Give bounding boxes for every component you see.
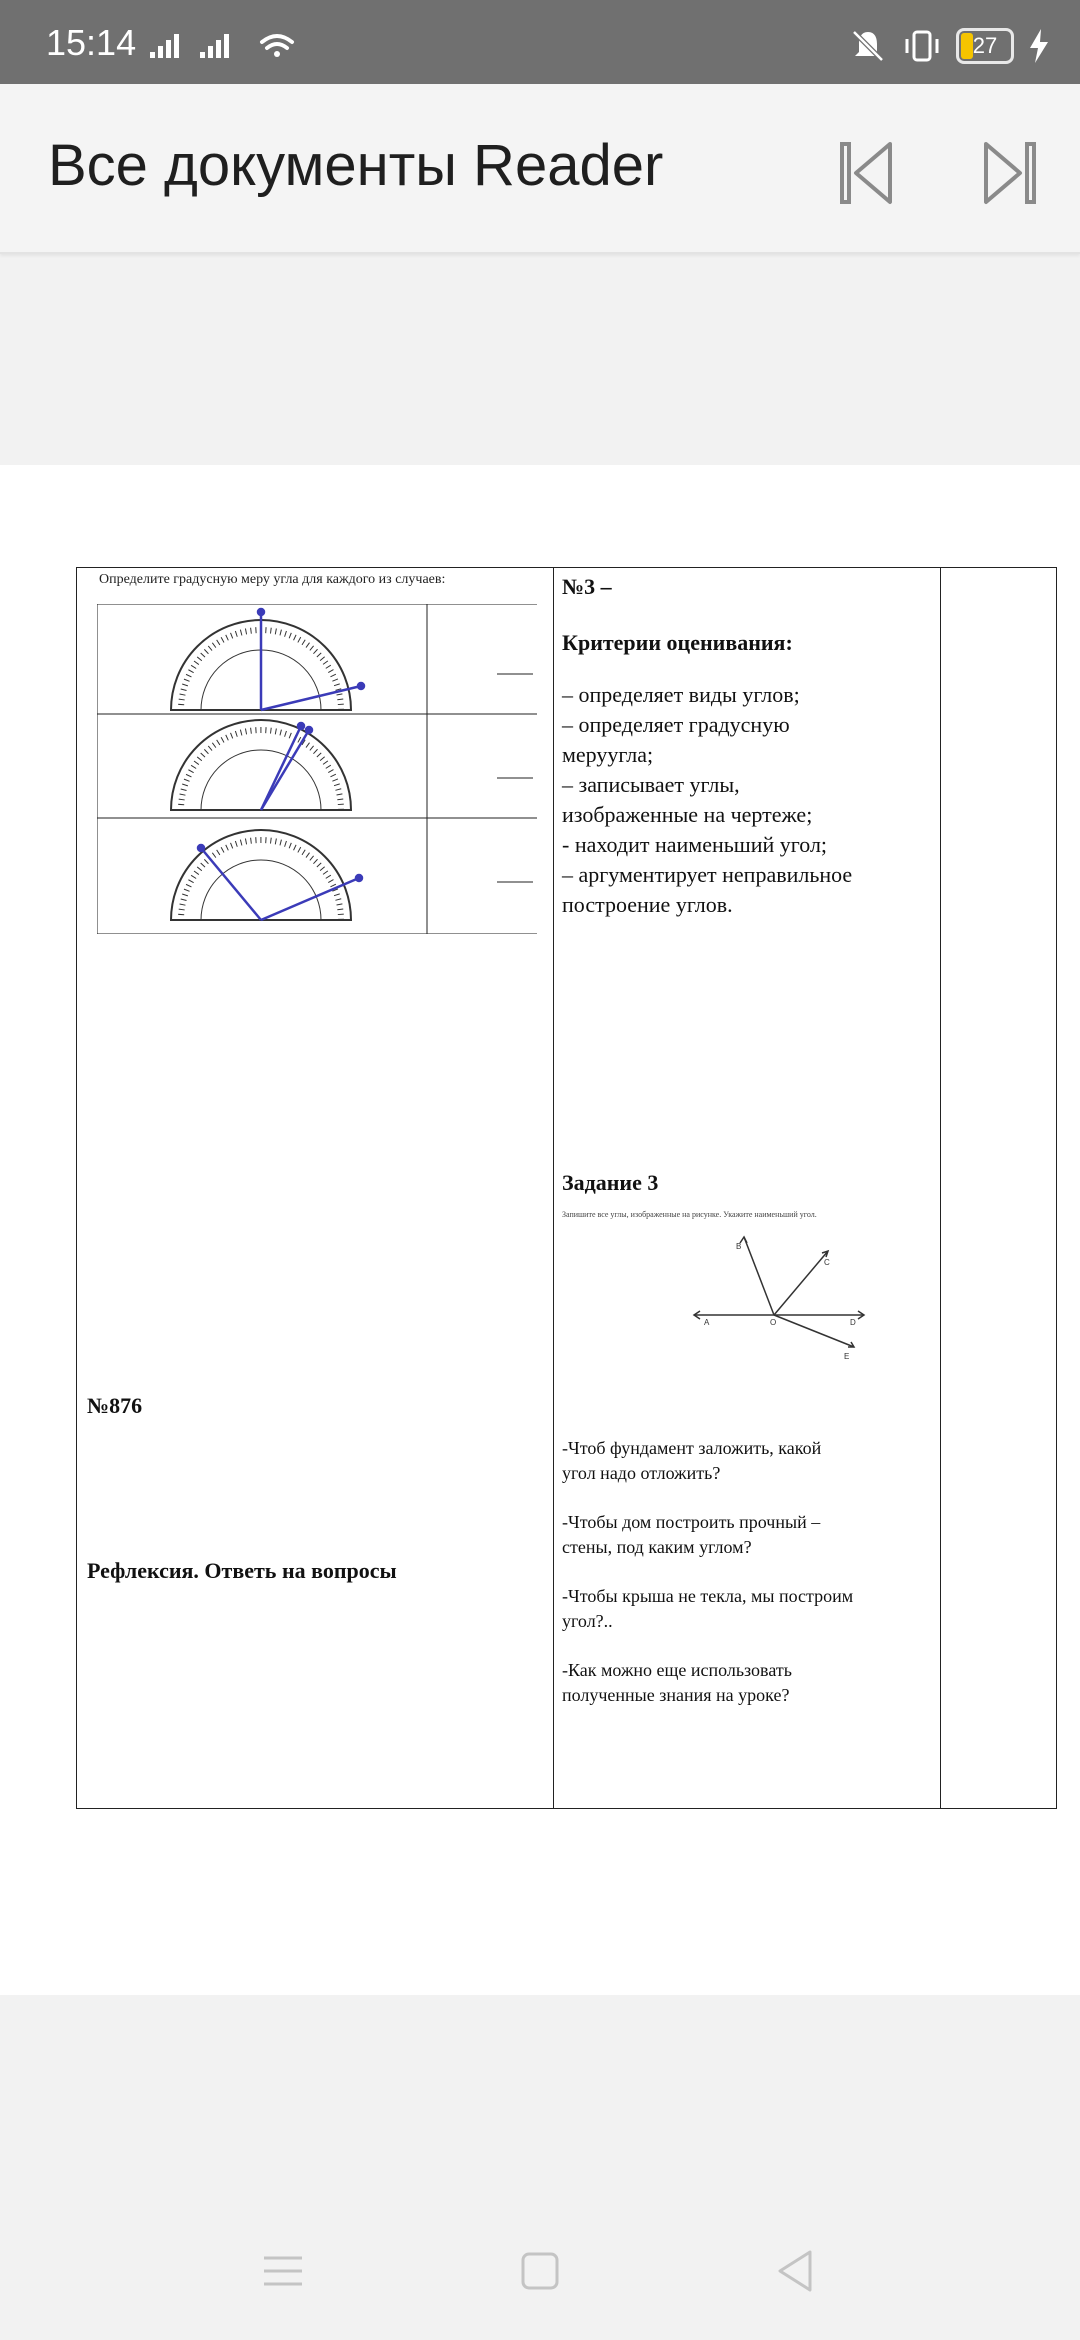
criteria-item: - находит наименьший угол; bbox=[562, 832, 828, 857]
criteria-item: изображенные на чертеже; bbox=[562, 802, 813, 827]
task3-heading: Задание 3 bbox=[562, 1170, 659, 1195]
battery-level: 27 bbox=[972, 33, 998, 58]
left-column bbox=[77, 568, 554, 1809]
system-navigation-bar bbox=[0, 2200, 1080, 2340]
question-line: -Чтобы дом построить прочный – bbox=[562, 1512, 821, 1532]
status-time: 15:14 bbox=[46, 22, 137, 63]
mute-icon bbox=[848, 26, 888, 66]
charging-icon bbox=[1028, 29, 1050, 63]
page-title: Все документы Reader bbox=[48, 133, 664, 198]
question-line: угол?.. bbox=[562, 1611, 613, 1631]
criteria-item: – определяет виды углов; bbox=[562, 682, 800, 707]
protractor-exercise-image bbox=[97, 604, 537, 934]
diagram-label: O bbox=[770, 1318, 777, 1327]
criteria-item: построение углов. bbox=[562, 892, 733, 917]
skip-next-icon[interactable] bbox=[974, 138, 1044, 208]
question-line: стены, под каким углом? bbox=[562, 1537, 752, 1557]
criteria-item: – определяет градусную bbox=[562, 712, 790, 737]
reflection-questions bbox=[554, 1436, 940, 1708]
battery-indicator bbox=[956, 28, 1014, 64]
skip-previous-icon[interactable] bbox=[832, 138, 902, 208]
question-line: -Чтоб фундамент заложить, какой bbox=[562, 1438, 822, 1458]
diagram-label: B bbox=[736, 1242, 742, 1251]
right-column bbox=[941, 568, 1057, 1809]
home-icon[interactable] bbox=[515, 2246, 565, 2296]
back-icon[interactable] bbox=[770, 2246, 820, 2296]
menu-icon[interactable] bbox=[258, 2246, 308, 2296]
task-number: №3 – bbox=[562, 574, 612, 599]
criteria-list bbox=[554, 680, 940, 920]
diagram-label: A bbox=[704, 1318, 710, 1327]
criteria-item: меруугла; bbox=[562, 742, 654, 767]
question-line: полученные знания на уроке? bbox=[562, 1685, 790, 1705]
angle-diagram-image bbox=[554, 1221, 940, 1361]
criteria-heading: Критерии оценивания: bbox=[562, 630, 793, 655]
task-number-876: №876 bbox=[87, 1393, 143, 1418]
criteria-item: – записывает углы, bbox=[562, 772, 740, 797]
diagram-label: D bbox=[850, 1318, 856, 1327]
document-page[interactable] bbox=[0, 465, 1080, 1995]
lesson-table bbox=[76, 567, 1057, 1809]
diagram-label: E bbox=[844, 1352, 850, 1361]
criteria-item: – аргументирует неправильное bbox=[562, 862, 853, 887]
vibrate-icon bbox=[902, 26, 942, 66]
status-bar bbox=[0, 0, 1080, 84]
diagram-label: C bbox=[824, 1258, 830, 1267]
question-line: -Чтобы крыша не текла, мы построим bbox=[562, 1586, 854, 1606]
left-heading: Определите градусную меру угла для каждого из случаев: bbox=[99, 572, 446, 587]
status-icons-right bbox=[848, 22, 1050, 70]
signal-wifi-icons bbox=[150, 22, 310, 70]
task3-hint: Запишите все углы, изображенные на рисунке. Укажите наименьший угол. bbox=[562, 1210, 817, 1219]
middle-column bbox=[554, 568, 941, 1809]
reflection-label: Рефлексия. Ответь на вопросы bbox=[87, 1558, 397, 1583]
app-bar bbox=[0, 84, 1080, 254]
question-line: угол надо отложить? bbox=[562, 1463, 721, 1483]
question-line: -Как можно еще использовать bbox=[562, 1660, 792, 1680]
